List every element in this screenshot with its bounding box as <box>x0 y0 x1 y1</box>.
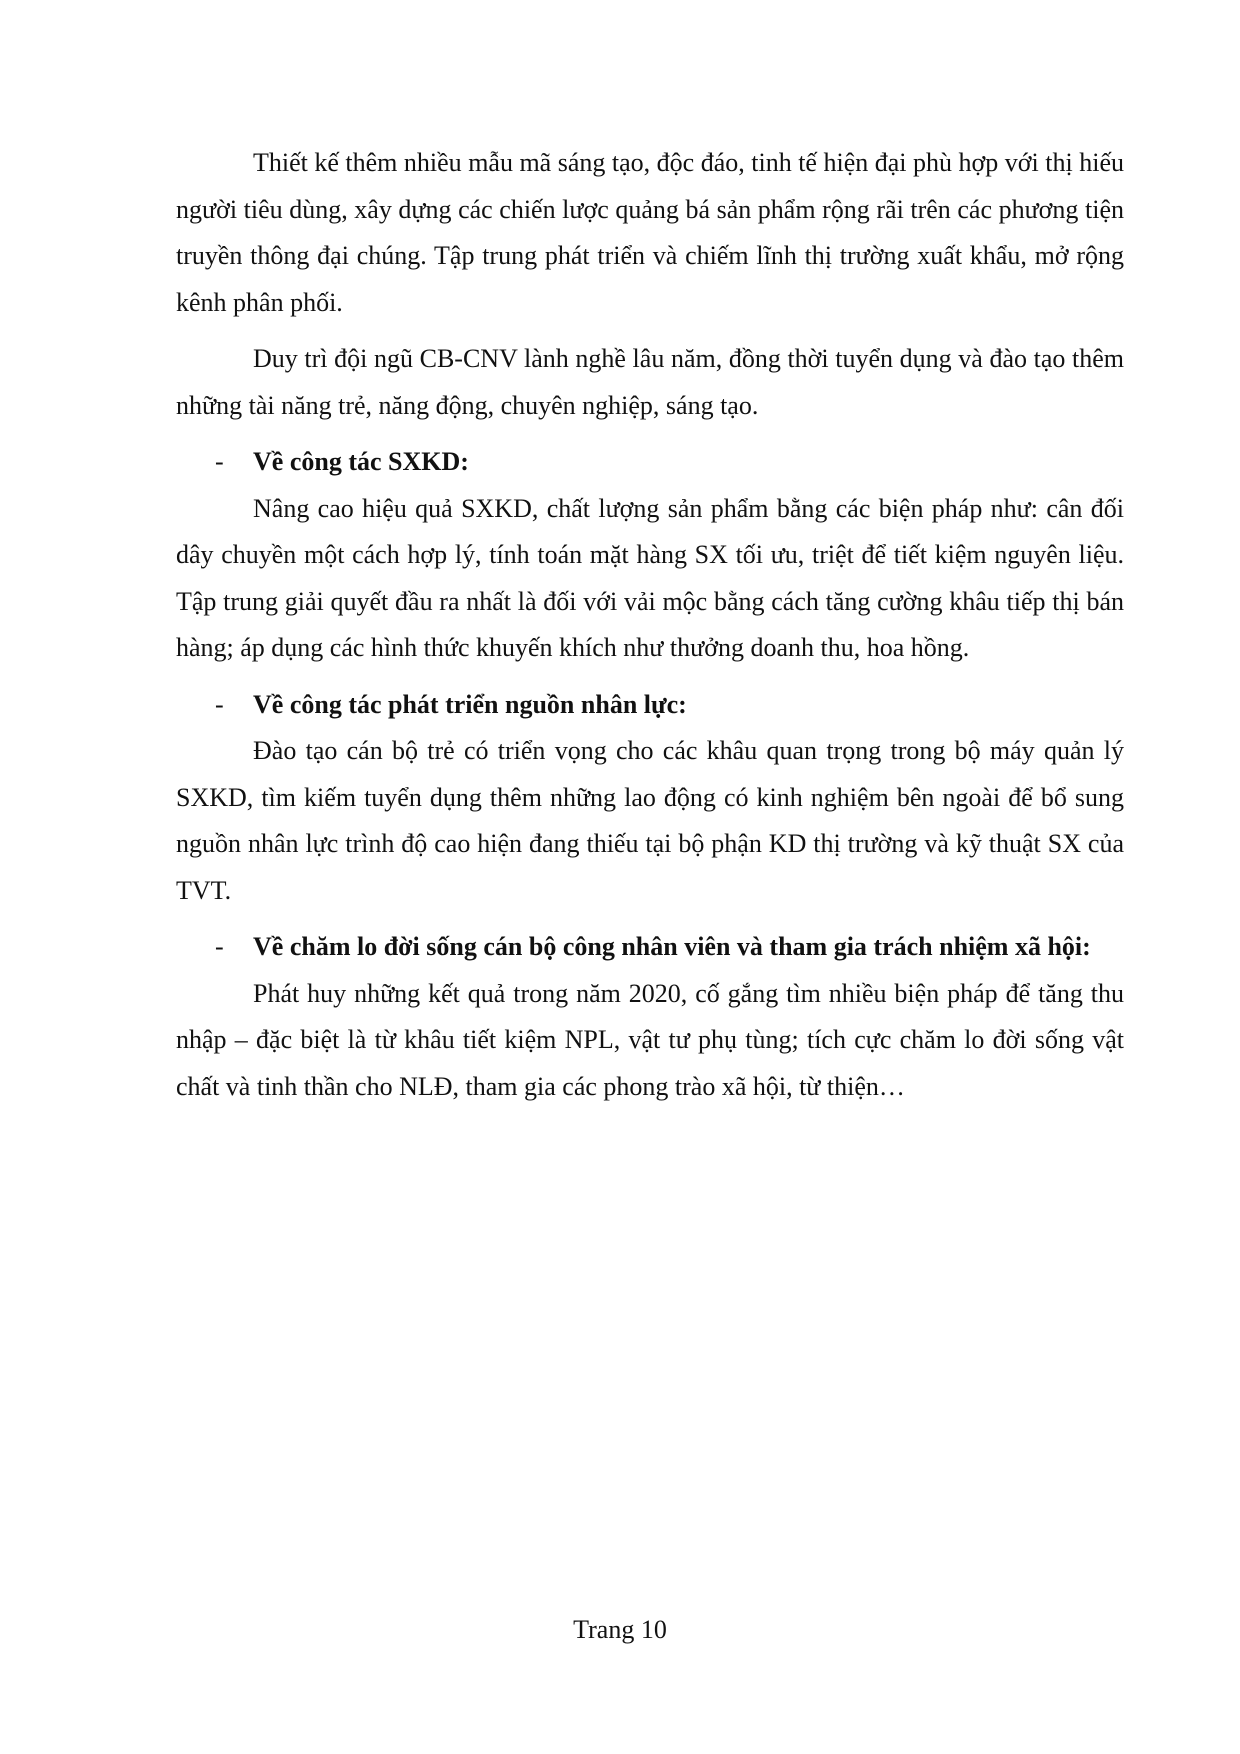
section-heading-text: Về chăm lo đời sống cán bộ công nhân viên và tham gia trách nhiệm xã hội: <box>253 932 1091 961</box>
document-body <box>176 140 1124 1110</box>
section-heading-welfare <box>176 924 1124 971</box>
section-body-welfare: Phát huy những kết quả trong năm 2020, cố gắng tìm nhiều biện pháp để tăng thu nhập – đặc biệt là từ khâu tiết kiệm NPL, vật tư phụ tùng; tích cực chăm lo đời sống vật chất và tinh thần cho NLĐ, tham gia các phong trào xã hội, từ thiện… <box>176 978 1124 1101</box>
intro-paragraph-2: Duy trì đội ngũ CB-CNV lành nghề lâu năm, đồng thời tuyển dụng và đào tạo thêm những tài năng trẻ, năng động, chuyên nghiệp, sáng tạo. <box>176 344 1124 420</box>
bullet-dash: - <box>215 932 224 961</box>
page-number: Trang 10 <box>573 1615 667 1644</box>
section-heading-text: Về công tác phát triển nguồn nhân lực: <box>253 689 687 719</box>
bullet-dash: - <box>215 447 224 476</box>
section-heading-text: Về công tác SXKD: <box>253 447 469 476</box>
section-body-human-resources: Đào tạo cán bộ trẻ có triển vọng cho các khâu quan trọng trong bộ máy quản lý SXKD, tìm kiếm tuyển dụng thêm những lao động có kinh nghiệm bên ngoài để bổ sung nguồn nhân lực trình độ cao hiện đang thiếu tại bộ phận KD thị trường và kỹ thuật SX của TVT. <box>176 736 1124 905</box>
intro-paragraph-1: Thiết kế thêm nhiều mẫu mã sáng tạo, độc đáo, tinh tế hiện đại phù hợp với thị hiếu người tiêu dùng, xây dựng các chiến lược quảng bá sản phẩm rộng rãi trên các phương tiện truyền thông đại chúng. Tập trung phát triển và chiếm lĩnh thị trường xuất khẩu, mở rộng kênh phân phối. <box>176 148 1124 317</box>
section-heading-human-resources <box>176 682 1124 729</box>
section-heading-production <box>176 439 1124 486</box>
bullet-dash: - <box>215 689 224 719</box>
section-body-production: Nâng cao hiệu quả SXKD, chất lượng sản phẩm bằng các biện pháp như: cân đối dây chuyền một cách hợp lý, tính toán mặt hàng SX tối ưu, triệt để tiết kiệm nguyên liệu. Tập trung giải quyết đầu ra nhất là đối với vải mộc bằng cách tăng cường khâu tiếp thị bán hàng; áp dụng các hình thức khuyến khích như thưởng doanh thu, hoa hồng. <box>176 493 1124 662</box>
